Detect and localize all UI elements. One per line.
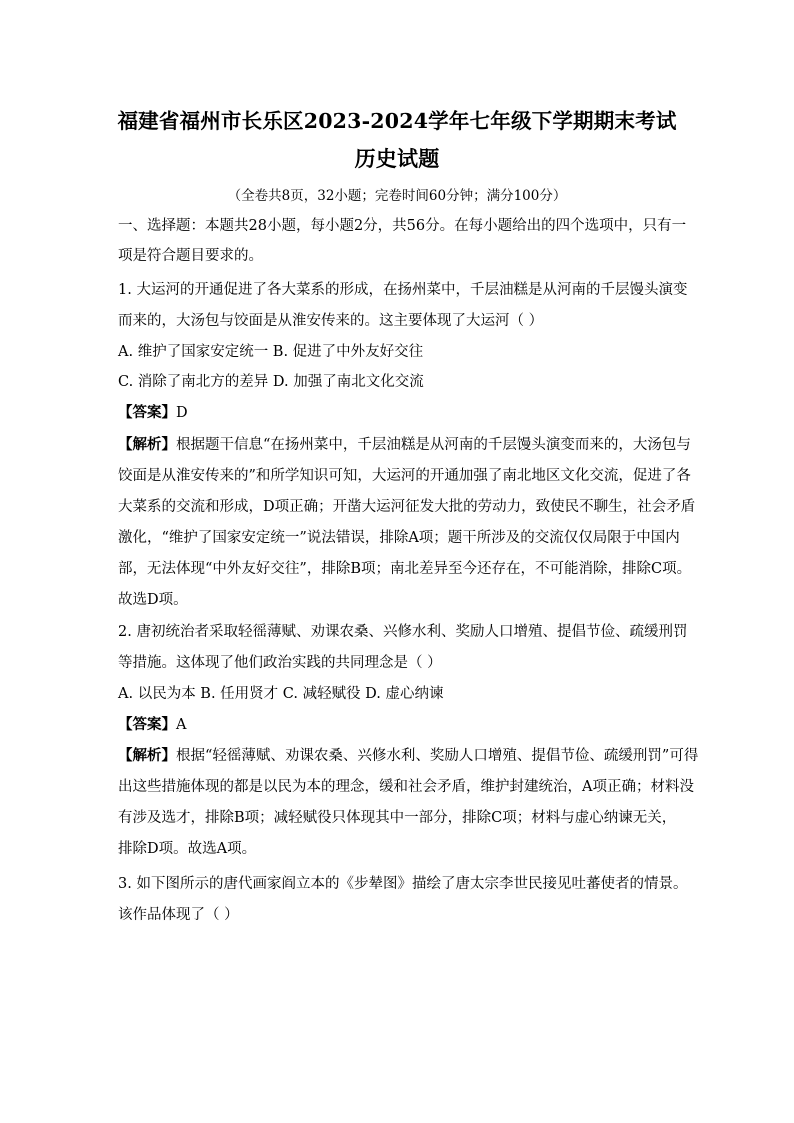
question-1-analysis: 部，无法体现“中外友好交往”，排除B项；南北差异至今还存在，不可能消除，排除C项。 xyxy=(118,561,692,577)
analysis-label: 【解析】 xyxy=(118,747,176,764)
answer-value: D xyxy=(176,405,188,421)
question-2-analysis: 有涉及选才，排除B项；减轻赋役只体现其中一部分，排除C项；材料与虚心纳谏无关， xyxy=(118,810,677,826)
question-1-options: C. 消除了南北方的差异 D. 加强了南北文化交流 xyxy=(118,374,424,390)
question-2-analysis: 出这些措施体现的都是以民为本的理念，缓和社会矛盾，维护封建统治，A项正确；材料没 xyxy=(118,779,694,795)
document-subject-title: 历史试题 xyxy=(354,146,440,171)
question-2-stem: 2. 唐初统治者采取轻徭薄赋、劝课农桑、兴修水利、奖励人口增殖、提倡节俭、疏缓刑罚 xyxy=(118,624,688,640)
question-2-answer xyxy=(118,715,186,735)
answer-label: 【答案】 xyxy=(118,716,176,733)
question-1-analysis: 激化，“维护了国家安定统一”说法错误，排除A项；题干所涉及的交流仅仅局限于中国内 xyxy=(118,530,680,546)
question-1-analysis: 大菜系的交流和形成，D项正确；开凿大运河征发大批的劳动力，致使民不聊生，社会矛盾 xyxy=(118,499,696,515)
question-2-stem: 等措施。这体现了他们政治实践的共同理念是（ ） xyxy=(118,655,442,671)
question-3-stem: 3. 如下图所示的唐代画家阎立本的《步辇图》描绘了唐太宗李世民接见吐蕃使者的情景。 xyxy=(118,876,688,892)
document-title: 福建省福州市长乐区2023-2024学年七年级下学期期末考试 xyxy=(117,109,677,133)
analysis-text: 根据题干信息“在扬州菜中，千层油糕是从河南的千层馒头演变而来的，大汤包与 xyxy=(176,437,691,453)
question-1-analysis: 饺面是从淮安传来的”和所学知识可知，大运河的开通加强了南北地区文化交流，促进了各 xyxy=(118,468,691,484)
question-1-stem: 1. 大运河的开通促进了各大菜系的形成，在扬州菜中，千层油糕是从河南的千层馒头演变 xyxy=(118,282,688,298)
question-2-options: A. 以民为本 B. 任用贤才 C. 减轻赋役 D. 虚心纳谏 xyxy=(118,686,444,702)
question-1-options: A. 维护了国家安定统一 B. 促进了中外友好交往 xyxy=(118,344,424,360)
analysis-label: 【解析】 xyxy=(118,436,176,453)
question-1-stem: 而来的，大汤包与饺面是从淮安传来的。这主要体现了大运河（ ） xyxy=(118,313,544,329)
question-3-stem: 该作品体现了（ ） xyxy=(118,907,239,923)
question-2-analysis: 排除D项。故选A项。 xyxy=(118,841,257,857)
section-intro-line: 一、选择题：本题共28小题，每小题2分，共56分。在每小题给出的四个选项中，只有一 xyxy=(118,218,687,234)
exam-info: （全卷共8页，32小题；完卷时间60分钟；满分100分） xyxy=(227,188,567,204)
question-1-analysis: 故选D项。 xyxy=(118,592,188,608)
answer-label: 【答案】 xyxy=(118,404,176,421)
section-intro-line: 项是符合题目要求的。 xyxy=(118,248,263,264)
answer-value: A xyxy=(176,717,187,733)
analysis-text: 根据“轻徭薄赋、劝课农桑、兴修水利、奖励人口增殖、提倡节俭、疏缓刑罚”可得 xyxy=(176,748,699,764)
question-1-analysis xyxy=(118,435,691,455)
question-2-analysis xyxy=(118,746,698,766)
question-1-answer xyxy=(118,403,188,423)
